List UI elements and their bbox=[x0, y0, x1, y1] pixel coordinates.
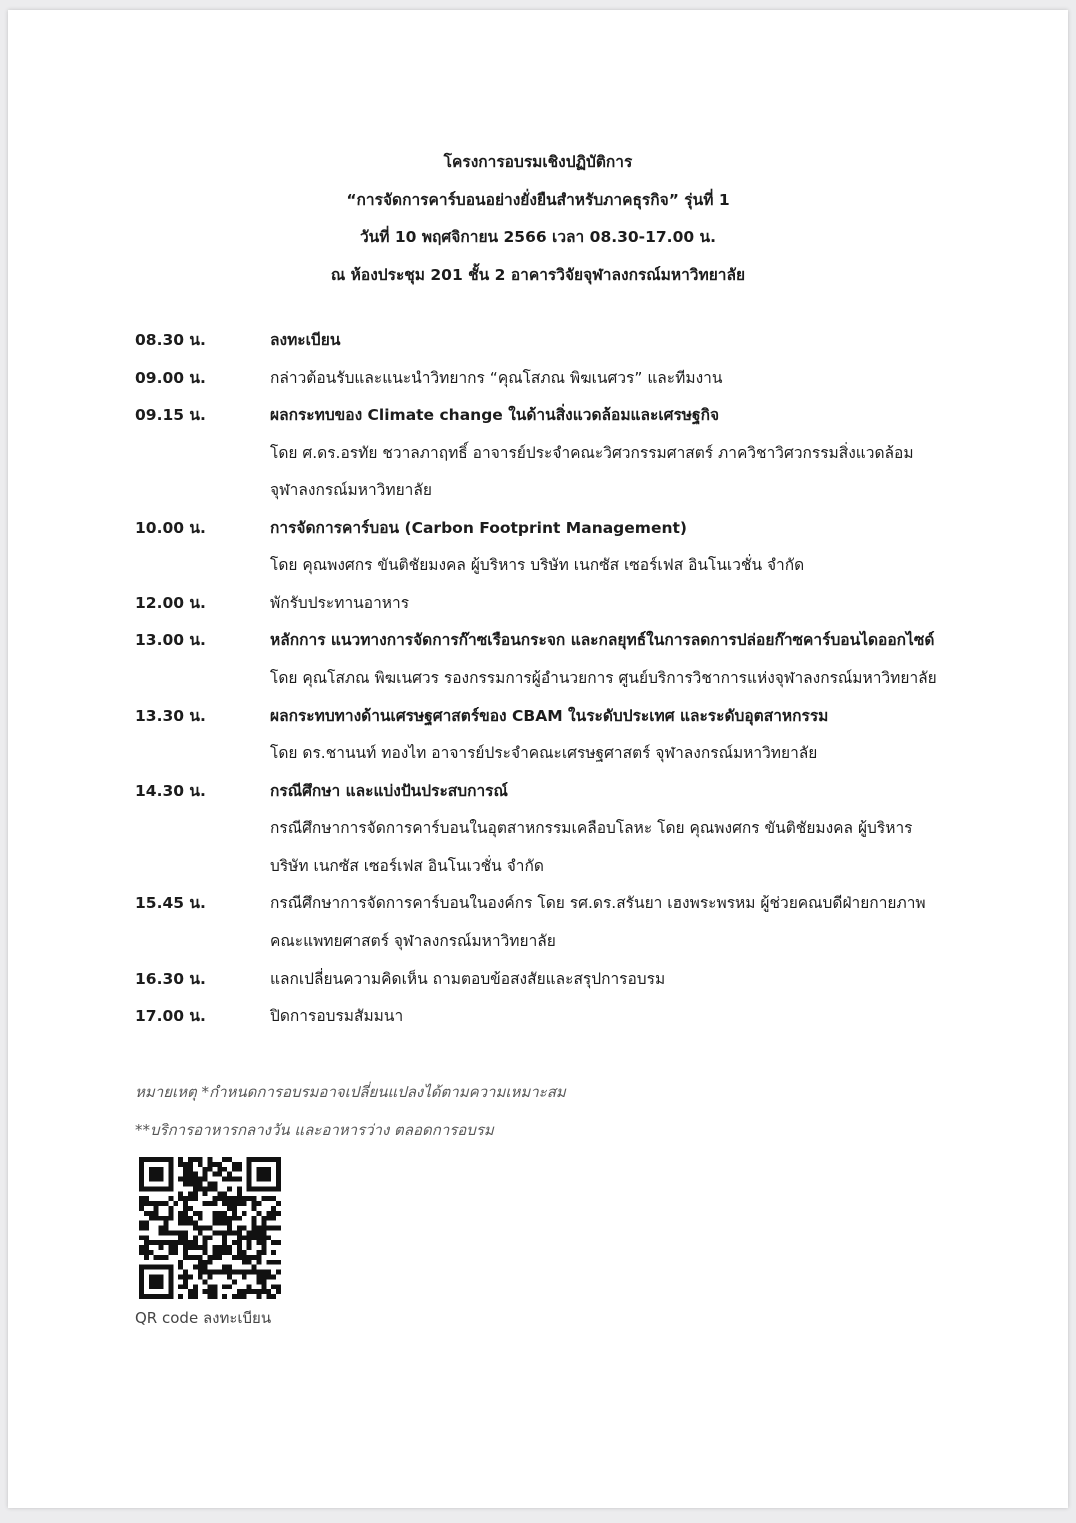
schedule-text: กรณีศึกษา และแบ่งปันประสบการณ์ bbox=[270, 782, 508, 800]
schedule-row bbox=[8, 923, 1068, 961]
remark-note: หมายเหตุ *กำหนดการอบรมอาจเปลี่ยนแปลงได้ตามความเหมาะสม bbox=[135, 1083, 566, 1101]
schedule-text: โดย คุณพงศกร ขันติชัยมงคล ผู้บริหาร บริษัท เนกซัส เซอร์เฟส อินโนเวชั่น จำกัด bbox=[270, 556, 805, 574]
schedule-row bbox=[8, 547, 1068, 585]
schedule-row bbox=[8, 360, 1068, 398]
document-header bbox=[8, 144, 1068, 294]
document-page bbox=[8, 10, 1068, 1508]
schedule-time: 12.00 น. bbox=[135, 594, 206, 612]
schedule-time: 14.30 น. bbox=[135, 782, 206, 800]
registration-qr-code[interactable] bbox=[139, 1157, 281, 1299]
schedule-time: 09.00 น. bbox=[135, 369, 206, 387]
schedule-time: 16.30 น. bbox=[135, 970, 206, 988]
schedule-row bbox=[8, 322, 1068, 360]
schedule-row bbox=[8, 622, 1068, 660]
schedule-row bbox=[8, 397, 1068, 435]
schedule-text: พักรับประทานอาหาร bbox=[270, 594, 410, 612]
header-line-1: โครงการอบรมเชิงปฏิบัติการ bbox=[443, 153, 633, 171]
schedule-row bbox=[8, 885, 1068, 923]
schedule-text: กรณีศึกษาการจัดการคาร์บอนในอุตสาหกรรมเคลือบโลหะ โดย คุณพงศกร ขันติชัยมงคล ผู้บริหาร bbox=[270, 819, 913, 837]
schedule-text: ปิดการอบรมสัมมนา bbox=[270, 1007, 404, 1025]
schedule-text: ผลกระทบทางด้านเศรษฐศาสตร์ของ CBAM ในระดับประเทศ และระดับอุตสาหกรรม bbox=[270, 707, 829, 725]
header-line-3: วันที่ 10 พฤศจิกายน 2566 เวลา 08.30-17.00 น. bbox=[359, 228, 717, 246]
schedule-text: แลกเปลี่ยนความคิดเห็น ถามตอบข้อสงสัยและสรุปการอบรม bbox=[270, 970, 666, 988]
schedule-row bbox=[8, 810, 1068, 848]
schedule-row bbox=[8, 961, 1068, 999]
schedule-time: 17.00 น. bbox=[135, 1007, 206, 1025]
schedule-text: กล่าวต้อนรับและแนะนำวิทยากร “คุณโสภณ พิฆเนศวร” และทีมงาน bbox=[270, 369, 723, 387]
qr-caption: QR code ลงทะเบียน bbox=[135, 1309, 272, 1327]
header-line-4: ณ ห้องประชุม 201 ชั้น 2 อาคารวิจัยจุฬาลงกรณ์มหาวิทยาลัย bbox=[330, 265, 746, 284]
schedule-row bbox=[8, 435, 1068, 473]
schedule-row bbox=[8, 510, 1068, 548]
header-line-2: “การจัดการคาร์บอนอย่างยั่งยืนสำหรับภาคธุรกิจ” รุ่นที่ 1 bbox=[346, 190, 730, 209]
schedule-text: คณะแพทยศาสตร์ จุฬาลงกรณ์มหาวิทยาลัย bbox=[270, 932, 556, 950]
schedule-row bbox=[8, 998, 1068, 1036]
schedule-text: กรณีศึกษาการจัดการคาร์บอนในองค์กร โดย รศ.ดร.สรันยา เฮงพระพรหม ผู้ช่วยคณบดีฝ่ายกายภาพ bbox=[270, 894, 926, 912]
schedule-row bbox=[8, 848, 1068, 886]
schedule-time: 09.15 น. bbox=[135, 406, 206, 424]
schedule-text: โดย ศ.ดร.อรทัย ชวาลภาฤทธิ์ อาจารย์ประจำคณะวิศวกรรมศาสตร์ ภาควิชาวิศวกรรมสิ่งแวดล้อม bbox=[270, 444, 914, 462]
catering-note: **บริการอาหารกลางวัน และอาหารว่าง ตลอดการอบรม bbox=[135, 1121, 494, 1139]
schedule-text: หลักการ แนวทางการจัดการก๊าซเรือนกระจก และกลยุทธ์ในการลดการปล่อยก๊าซคาร์บอนไดออกไซด์ bbox=[270, 631, 935, 649]
schedule-text: โดย ดร.ชานนท์ ทองไท อาจารย์ประจำคณะเศรษฐศาสตร์ จุฬาลงกรณ์มหาวิทยาลัย bbox=[270, 744, 818, 762]
qr-modules bbox=[139, 1157, 281, 1299]
schedule-text: จุฬาลงกรณ์มหาวิทยาลัย bbox=[270, 481, 432, 499]
schedule-row bbox=[8, 472, 1068, 510]
schedule-row bbox=[8, 773, 1068, 811]
schedule-row bbox=[8, 698, 1068, 736]
schedule-text: ลงทะเบียน bbox=[270, 331, 341, 349]
schedule-time: 13.30 น. bbox=[135, 707, 206, 725]
schedule-row bbox=[8, 735, 1068, 773]
schedule-time: 15.45 น. bbox=[135, 894, 206, 912]
schedule-text: ผลกระทบของ Climate change ในด้านสิ่งแวดล้อมและเศรษฐกิจ bbox=[270, 406, 720, 424]
schedule-row bbox=[8, 660, 1068, 698]
schedule-time: 13.00 น. bbox=[135, 631, 206, 649]
schedule-text: โดย คุณโสภณ พิฆเนศวร รองกรรมการผู้อำนวยการ ศูนย์บริการวิชาการแห่งจุฬาลงกรณ์มหาวิทยาลัย bbox=[270, 669, 937, 687]
schedule-time: 08.30 น. bbox=[135, 331, 206, 349]
schedule-text: บริษัท เนกซัส เซอร์เฟส อินโนเวชั่น จำกัด bbox=[270, 857, 544, 875]
schedule-row bbox=[8, 585, 1068, 623]
schedule-time: 10.00 น. bbox=[135, 519, 206, 537]
schedule-text: การจัดการคาร์บอน (Carbon Footprint Management) bbox=[270, 519, 687, 537]
